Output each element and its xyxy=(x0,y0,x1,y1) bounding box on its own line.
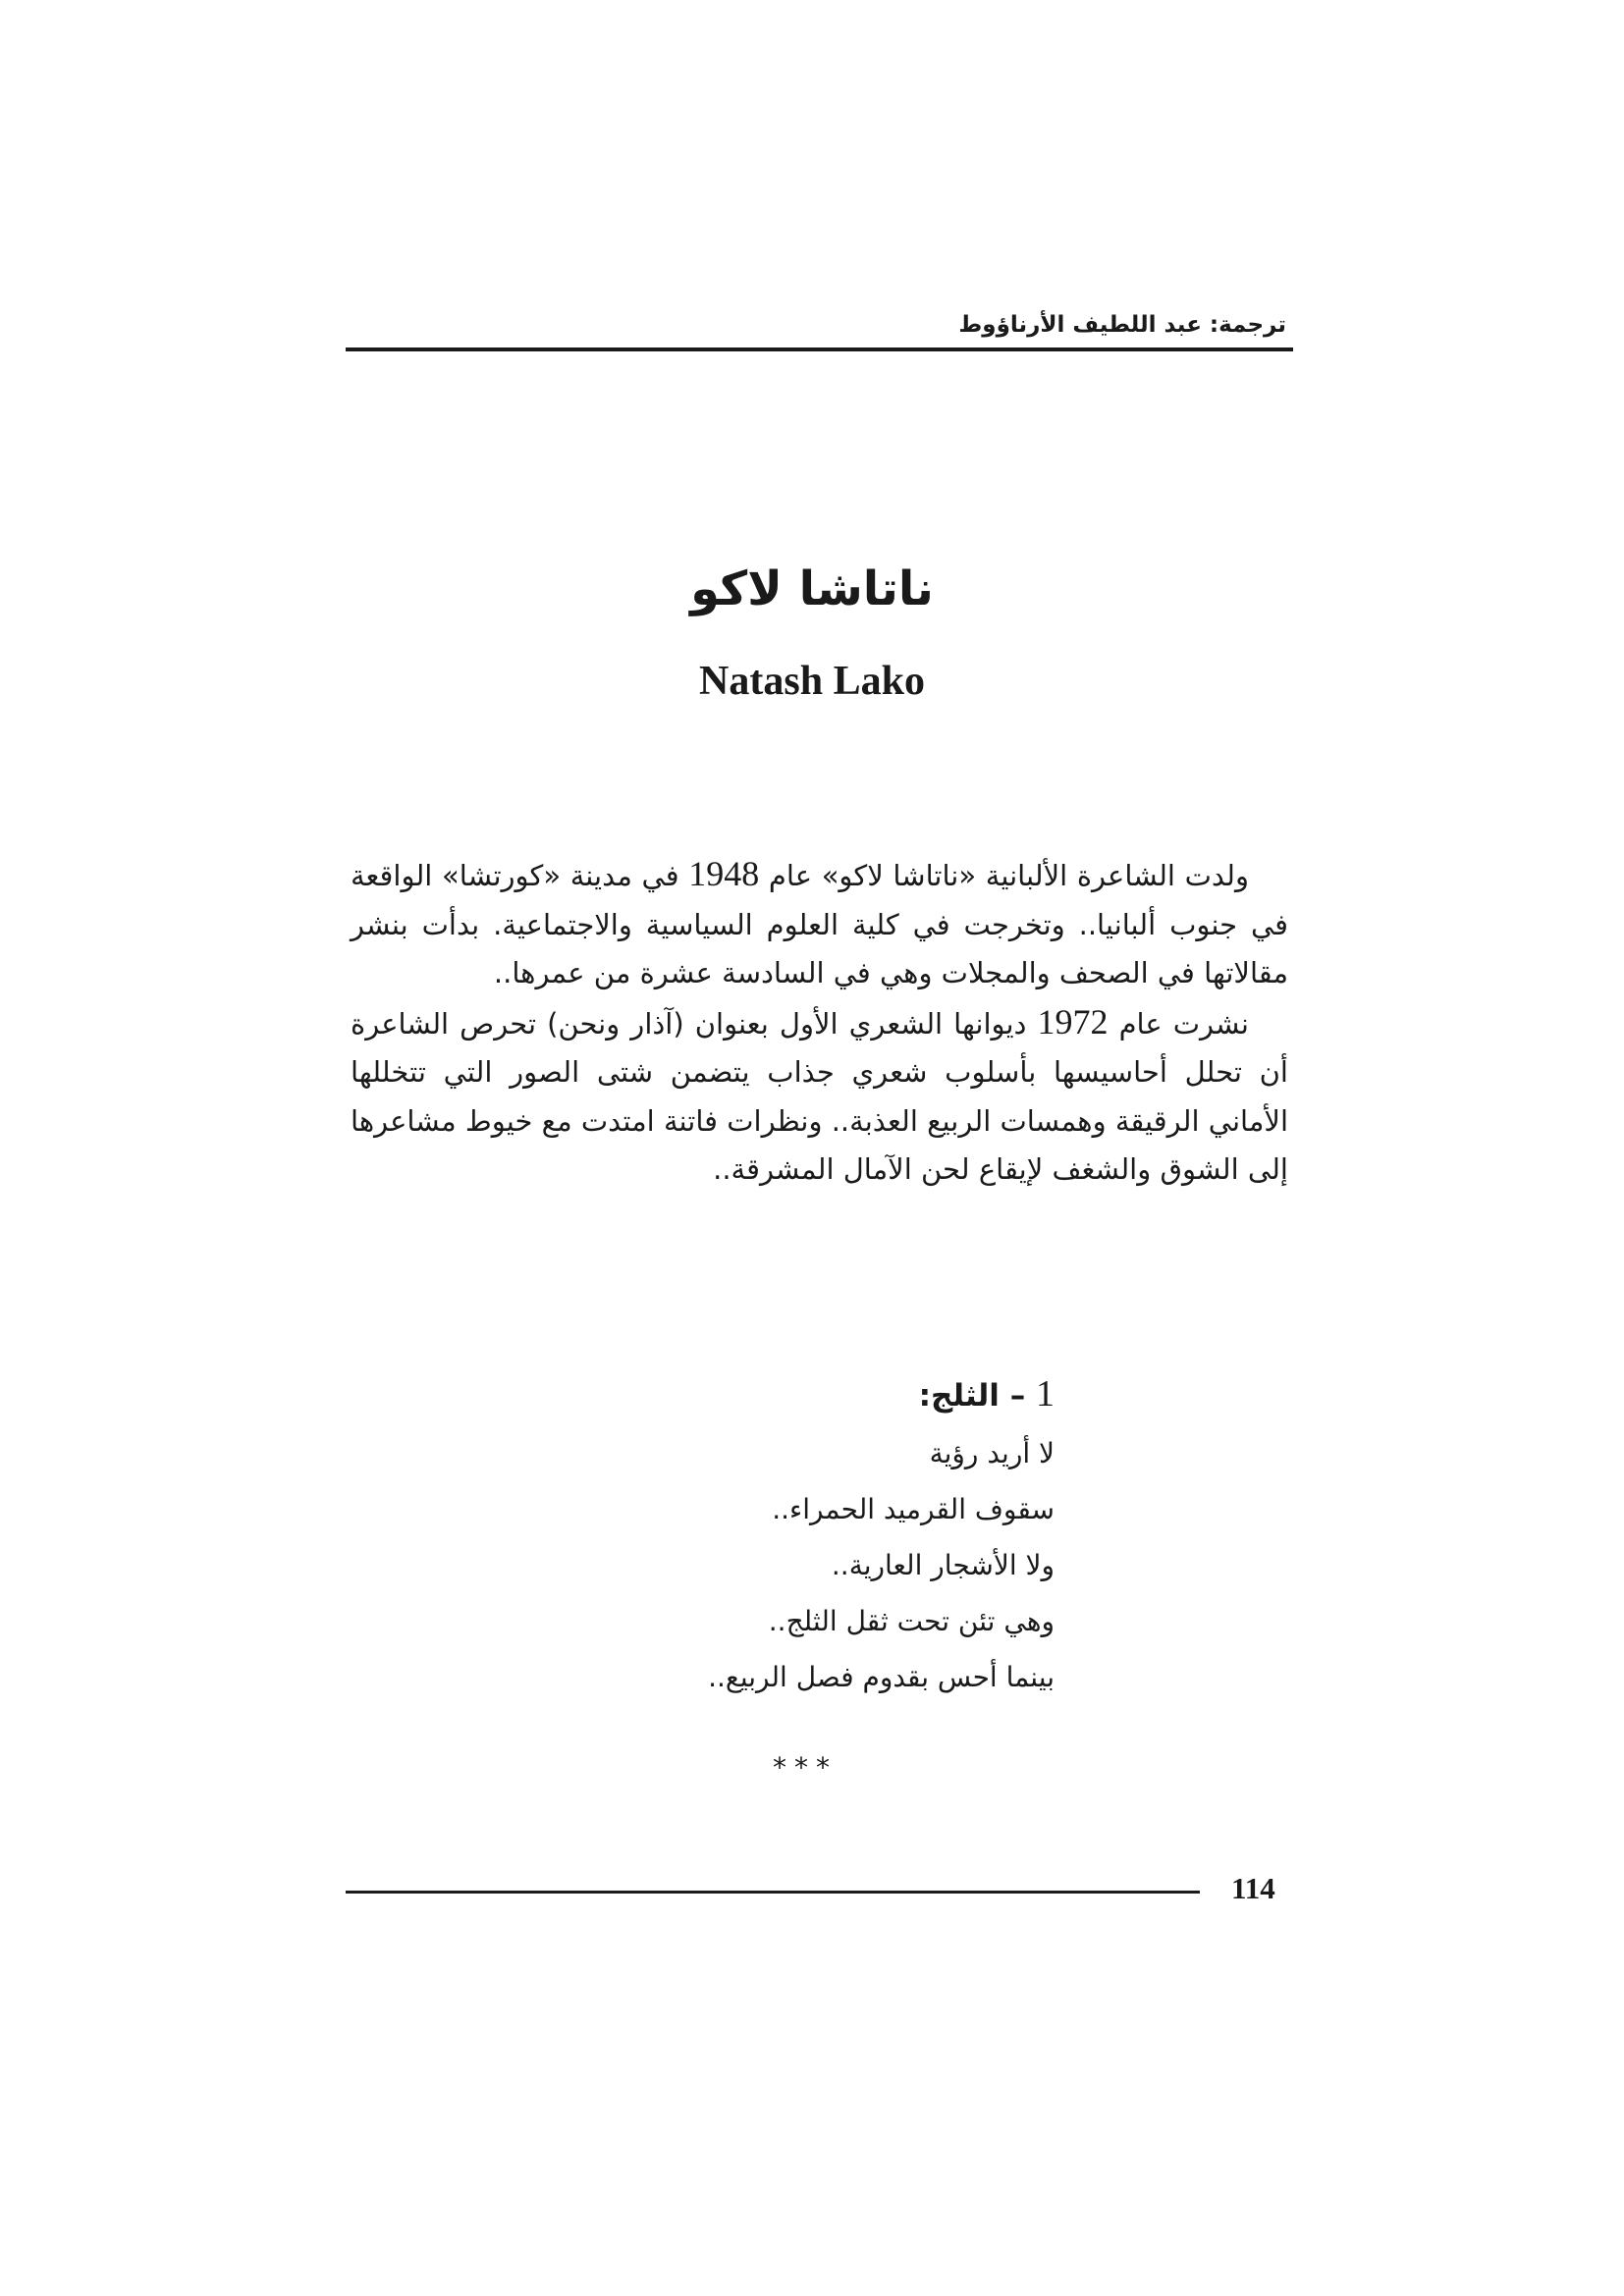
paragraph-2-text-a: نشرت عام xyxy=(1108,1006,1249,1041)
paragraph-2-text-b: ديوانها الشعري الأول بعنوان (آذار ونحن) تحرص الشاعرة أن تحلل أحاسيسها بأسلوب شعري جذاب يتضمن شتى الصور التي تتخللها الأماني الرقيقة وهمسات الربيع العذبة.. ونظرات فاتنة امتدت مع خيوط مشاعرها إلى الشوق والشغف لإيقاع لحن الآمال المشرقة.. xyxy=(351,1006,1288,1186)
paragraph-2 xyxy=(351,998,1288,1195)
running-head: ترجمة: عبد اللطيف الأرناؤوط xyxy=(958,312,1286,338)
poet-name-arabic: ناتاشا لاكو xyxy=(690,561,934,616)
biography-text xyxy=(351,850,1288,1195)
section-separator: *** xyxy=(773,1751,838,1784)
birth-year: 1948 xyxy=(688,854,760,893)
paragraph-1-text-b: في مدينة «كورتشا» الواقعة في جنوب ألبانيا.. وتخرجت في كلية العلوم السياسية والاجتماعية. بدأت بنشر مقالاتها في الصحف والمجلات وهي في السادسة عشرة من عمرها.. xyxy=(351,859,1288,989)
poem-heading xyxy=(708,1364,1055,1425)
publication-year: 1972 xyxy=(1037,1001,1109,1041)
poem-line: بينما أحس بقدوم فصل الربيع.. xyxy=(708,1661,1055,1693)
poem-title: – الثلج: xyxy=(918,1378,1036,1414)
footer-rule xyxy=(346,1891,1200,1894)
poem-number: 1 xyxy=(1036,1373,1055,1415)
poem-line: لا أريد رؤية xyxy=(929,1437,1055,1469)
header-rule xyxy=(346,347,1293,351)
poem-line: وهي تئن تحت ثقل الثلج.. xyxy=(768,1605,1055,1637)
poem-line: ولا الأشجار العارية.. xyxy=(831,1549,1055,1581)
paragraph-1-text-a: ولدت الشاعرة الألبانية «ناتاشا لاكو» عام xyxy=(759,859,1249,892)
paragraph-1 xyxy=(351,850,1288,998)
page-number: 114 xyxy=(1231,1871,1275,1905)
poem xyxy=(708,1364,1055,1705)
poem-line: سقوف القرميد الحمراء.. xyxy=(772,1493,1055,1525)
poet-name-english: Natash Lako xyxy=(699,659,925,704)
